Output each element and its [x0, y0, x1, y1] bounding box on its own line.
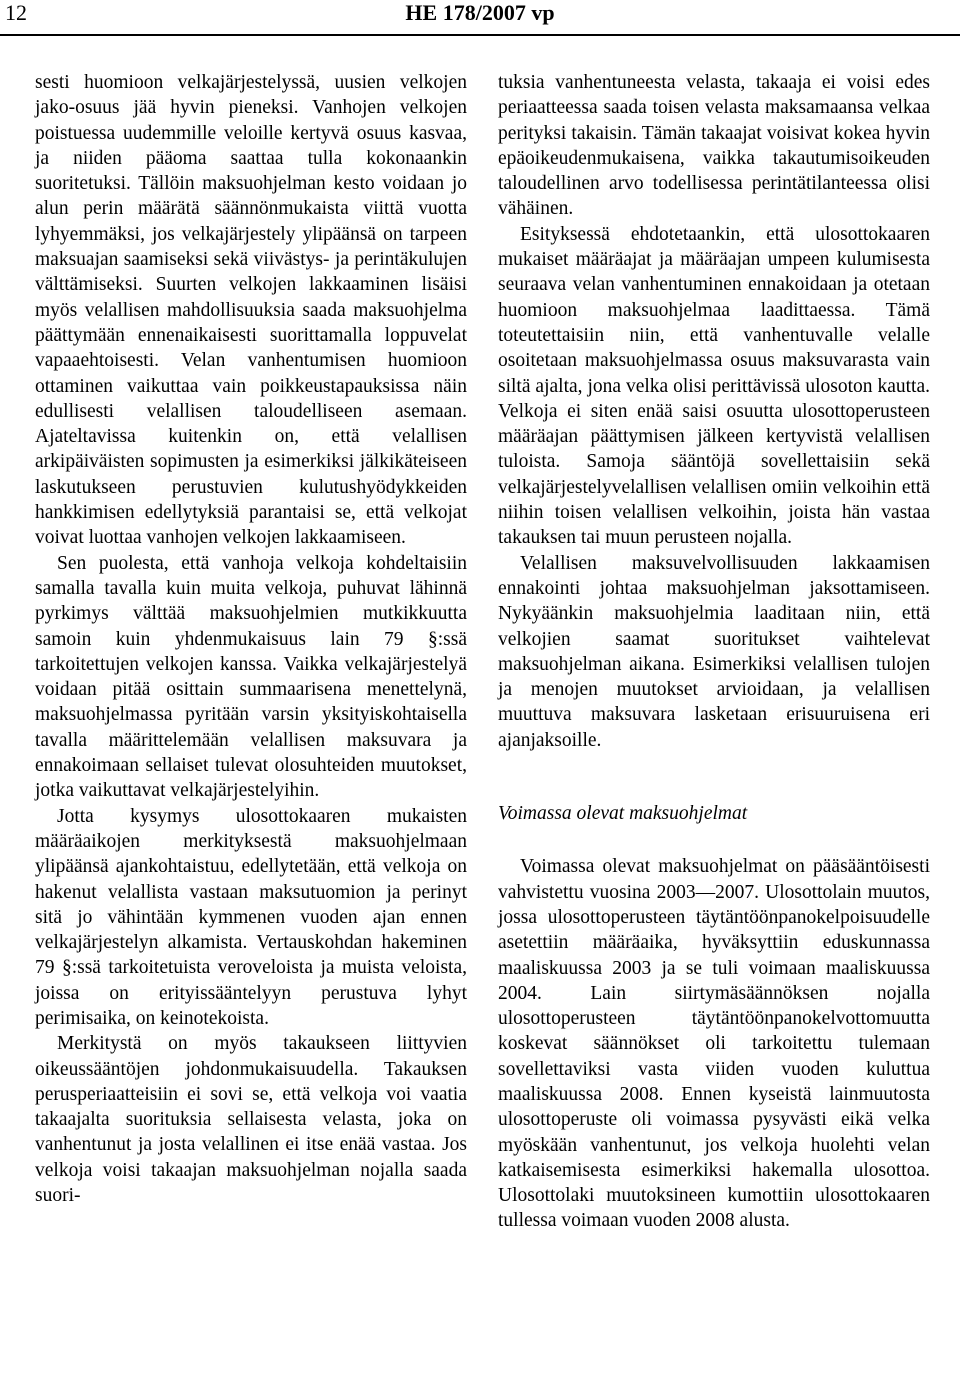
page-number: 12 — [5, 0, 27, 25]
paragraph: Voimassa olevat maksuohjelmat on pääsääntöisesti vahvistettu vuosina 2003—2007. Ulosottolain muutos, jossa ulosottoperusteen täytäntöönpanokelpoisuudelle asetettiin määräaika, hyväksyttiin eduskunnassa maaliskuussa 2003 ja se tuli voimaan maaliskuussa 2004. Lain siirtymäsäännöksen nojalla ulosottoperusteen täytäntöönpanokelvottomuutta koskevat säännökset oli tarkoitettu tulemaan sovellettaviksi vasta viiden vuoden kuluttua maaliskuussa 2008. Ennen kyseistä lainmuutosta ulosottoperuste oli voimassa pysyvästi eikä velka myöskään vanhentunut, jos velkoja huolehti velan katkaisemisesta esimerkiksi hakemalla ulosottoa. Ulosottolaki muutoksineen kumottiin ulosottokaaren tullessa voimaan vuoden 2008 alusta. — [498, 856, 930, 1232]
document-id: HE 178/2007 vp — [405, 0, 555, 25]
page-header — [0, 0, 960, 40]
paragraph: Merkitystä on myös takaukseen liittyvien oikeussääntöjen johdonmukaisuudella. Takauksen perusperiaatteisiin ei sovi se, että velkoja voi vaatia takaajalta suorituksia sellaisesta velasta, joka on vanhentunut ja josta velallinen ei itse enää vastaa. Jos velkoja voisi takaajan maksuohjelman nojalla saada suori- — [35, 1033, 467, 1207]
header-rule — [0, 34, 960, 36]
paragraph: sesti huomioon velkajärjestelyssä, uusien velkojen jako-osuus jää hyvin pieneksi. Vanhojen velkojen poistuessa uudemmille veloille kertyvä osuus kasvaa, ja niiden pääoma saattaa tulla kokonaankin suoritetuksi. Tällöin maksuohjelman kesto voidaan jo alun perin määrätä säännönmukaista viittä vuotta lyhyemmäksi, jos velkajärjestely ylipäänsä on tarpeen maksuajan saamiseksi sekä viivästys- ja perintäkulujen välttämiseksi. Suurten velkojen lakkaaminen lisäisi myös velallisen mahdollisuuksia saada maksuohjelma päättymään ennenaikaisesti suorittamalla loppuvelat vapaaehtoisesti. Velan vanhentumisen huomioon ottaminen vaikuttaa vain poikkeustapauksissa näin edullisesti velallisen taloudelliseen asemaan. Ajateltavissa kuitenkin on, että velallisen arkipäiväisten sopimusten ja esimerkiksi jälkikäteiseen laskutukseen perustuvien kulutushyödykkeiden hankkimisen edellytyksiä parantaisi se, että velkojat voivat luottaa vanhojen velkojen lakkaamiseen. — [35, 72, 467, 549]
paragraph: Esityksessä ehdotetaankin, että ulosottokaaren mukaiset määräajat ja määräajan umpeen kulumisesta seuraava velan vanhentuminen ennakoidaan ja otetaan huomioon maksuohjelmaa laadittaessa. Tämä toteutettaisiin niin, että vanhentuvalle velalle osoitetaan maksuohjelmassa osuus maksuvarasta vain siltä ajalta, jona velka olisi perittävissä ulosoton kautta. Velkoja ei siten enää saisi osuutta ulosottoperusteen määräajan päättymisen jälkeen kertyvistä velallisen tuloista. Samoja sääntöjä sovellettaisiin sekä velkajärjestelyvelallisen velallisen omiin velkoihin että niihin toisen velallisen velkoihin, joista hän vastaa takauksen tai muun perusteen nojalla. — [498, 223, 930, 549]
section-heading: Voimassa olevat maksuohjelmat — [498, 803, 748, 825]
paragraph: Jotta kysymys ulosottokaaren mukaisten määräaikojen merkityksestä maksuohjelmaan ylipäänsä ajankohtaistuu, edellytetään, että velkoja on hakenut velallista vastaan maksutuomion ja perinyt sitä jo vähintään kymmenen vuoden ajan ennen velkajärjestelyn alkamista. Vertauskohdan hakeminen 79 §:ssä tarkoitetuista veroveloista ja muista veloista, joissa on erityissääntelyyn perustuva lyhyt perimisaika, on keinotekoista. — [35, 805, 467, 1029]
paragraph: Sen puolesta, että vanhoja velkoja kohdeltaisiin samalla tavalla kuin muita velkoja, puhuvat lähinnä pyrkimys välttää maksuohjelmien mutkikkuutta samoin kuin yhdenmukaisuus lain 79 §:ssä tarkoitettujen velkojen kanssa. Vaikka velkajärjestelyä voidaan pitää osittain summaarisena menettelynä, maksuohjelmassa pyritään varsin yksityiskohtaisella tavalla määrittelemään velallisen maksuvara ja ennakoimaan sellaiset tulevat olosuhteiden muutokset, jotka vaikuttavat velkajärjestelyihin. — [35, 552, 467, 802]
right-column — [498, 70, 930, 1234]
left-column — [35, 70, 467, 1208]
paragraph: tuksia vanhentuneesta velasta, takaaja ei voisi edes periaatteessa saada toisen velasta maksamaansa velkaa perityksi takaisin. Tämän takaajat voisivat kokea hyvin epäoikeudenmukaisena, vaikka takautumisoikeuden taloudellinen arvo todellisessa perintätilanteessa olisi vähäinen. — [498, 72, 930, 220]
paragraph: Velallisen maksuvelvollisuuden lakkaamisen ennakointi johtaa maksuohjelman jaksottamiseen. Nykyäänkin maksuohjelmia laaditaan niin, että velkojien saamat suoritukset vaihtelevat maksuohjelman aikana. Esimerkiksi velallisen tulojen ja menojen muutokset arvioidaan, ja velallisen muuttuva maksuvara lasketaan erisuuruisena eri ajanjaksoille. — [498, 552, 930, 751]
